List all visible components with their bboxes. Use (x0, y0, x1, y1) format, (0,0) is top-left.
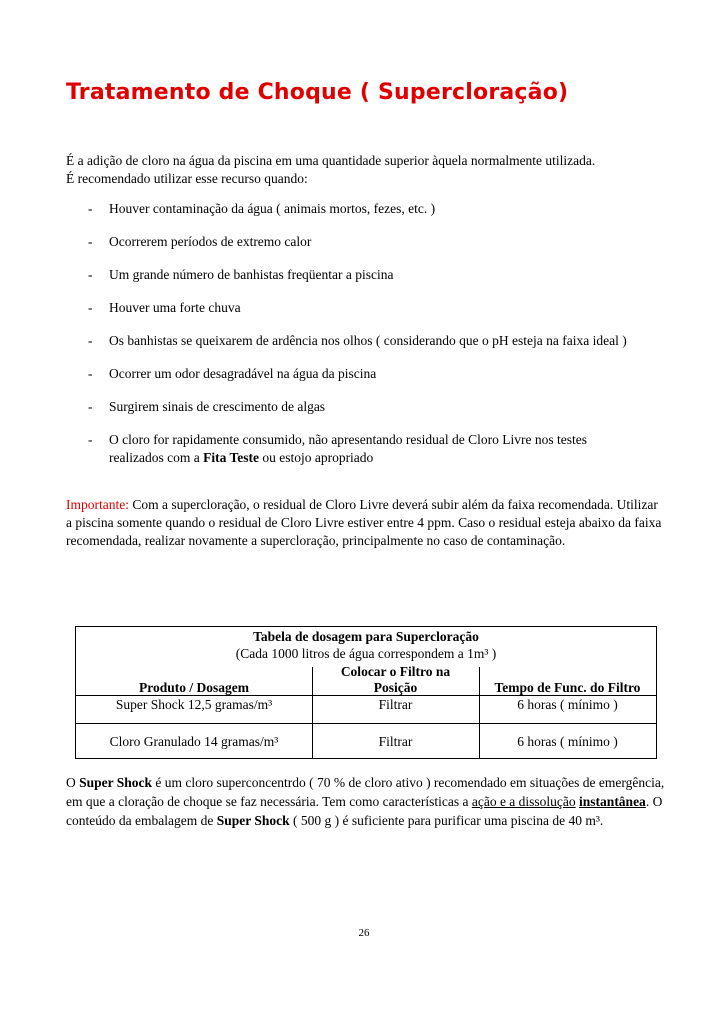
list-item-text: Houver contaminação da água ( animais mortos, fezes, etc. ) (109, 201, 436, 216)
table-cell-product: Super Shock 12,5 gramas/m³ (115, 697, 273, 712)
table-cell-time: 6 horas ( mínimo ) (517, 697, 618, 712)
bullet-dash: - (88, 432, 93, 447)
list-item-text: Ocorrer um odor desagradável na água da piscina (109, 366, 377, 381)
column-header-position-line2: Posição (373, 680, 418, 695)
important-note (66, 496, 666, 550)
intro-line-2: É recomendado utilizar esse recurso quando: (66, 171, 308, 186)
bullet-dash: - (88, 333, 93, 348)
table-subtitle: (Cada 1000 litros de água correspondem a 1m³ ) (235, 646, 497, 661)
list-item-text: O cloro for rapidamente consumido, não apresentando residual de Cloro Livre nos testes (109, 432, 587, 447)
list-item-text: Os banhistas se queixarem de ardência nos olhos ( considerando que o pH esteja na faixa ideal ) (109, 333, 627, 348)
list-item-text: Um grande número de banhistas freqüentar a piscina (109, 267, 394, 282)
bullet-dash: - (88, 234, 93, 249)
underlined-text: ação e a dissolução (471, 794, 576, 809)
bullet-dash: - (88, 201, 93, 216)
intro-line-1: É a adição de cloro na água da piscina em uma quantidade superior àquela normalmente utilizada. (66, 153, 596, 168)
bullet-dash: - (88, 366, 93, 381)
table-cell-position: Filtrar (378, 734, 413, 749)
dosage-table (75, 626, 657, 759)
list-item-text: Surgirem sinais de crescimento de algas (109, 399, 326, 414)
text-run: ou estojo apropriado (258, 450, 374, 465)
text-run: realizados com a (109, 450, 204, 465)
table-cell-time: 6 horas ( mínimo ) (517, 734, 618, 749)
bullet-dash: - (88, 399, 93, 414)
column-header-position-line1: Colocar o Filtro na (340, 664, 451, 679)
list-item-text-continued (109, 449, 373, 467)
column-header-time: Tempo de Func. do Filtro (494, 680, 641, 695)
table-cell-position: Filtrar (378, 697, 413, 712)
row-divider (76, 723, 656, 724)
instantanea-bold-underlined: instantânea (579, 794, 646, 809)
fita-teste-bold: Fita Teste (203, 450, 259, 465)
table-cell-product: Cloro Granulado 14 gramas/m³ (109, 734, 279, 749)
bullet-dash: - (88, 267, 93, 282)
super-shock-paragraph (66, 773, 676, 830)
super-shock-bold: Super Shock (79, 775, 153, 790)
column-header-product: Produto / Dosagem (139, 680, 249, 695)
list-item-text: Ocorrerem períodos de extremo calor (109, 234, 312, 249)
table-title: Tabela de dosagem para Supercloração (253, 629, 479, 644)
important-label: Importante: (66, 497, 129, 512)
text-run: O (66, 775, 80, 790)
text-run: . O conteúdo da embalagem de (66, 794, 663, 828)
bullet-dash: - (88, 300, 93, 315)
super-shock-bold: Super Shock (216, 813, 290, 828)
page-number: 26 (358, 927, 370, 939)
text-run: ( 500 g ) é suficiente para purificar uma piscina de 40 m³. (289, 813, 604, 828)
text-run: é um cloro superconcentrdo ( 70 % de cloro ativo ) recomendado em situações de emergência, em que a cloração de choque se faz necessária. Tem como características a (66, 775, 665, 809)
important-text: Com a supercloração, o residual de Cloro Livre deverá subir além da faixa recomendada. Utilizar a piscina somente quando o residual de Cloro Livre estiver entre 4 ppm. Caso o residual esteja abaixo da faixa recomendada, realizar novamente a supercloração, principalmente no caso de contaminação. (66, 497, 662, 548)
page-title: Tratamento de Choque ( Supercloração) (66, 80, 569, 105)
list-item-text: Houver uma forte chuva (109, 300, 241, 315)
